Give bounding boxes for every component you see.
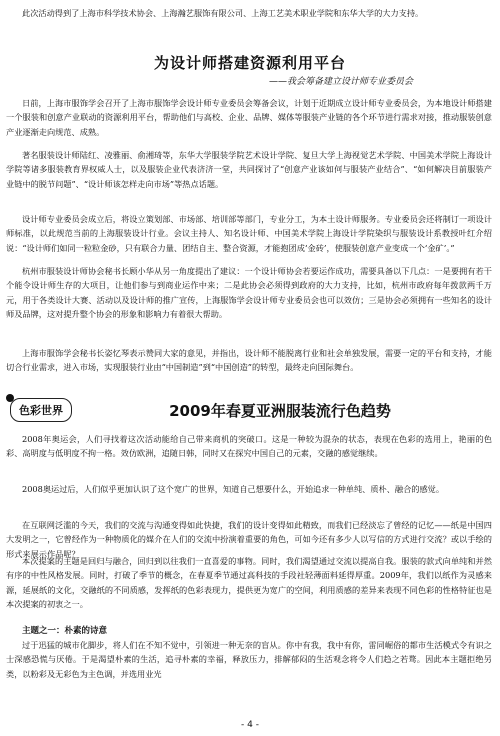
article-paragraph: 设计师专业委员会成立后，将设立策划部、市场部、培训部等部门，专业分工，为本土设计师服务。专业委员会还将制订一项设计师标准，以此规范当前的上海服装设计行业。会议主持人、知名设计师、中国美术学院上海设计学院染织与服装设计系教授叶红介绍说：“设计师们如同一粒粒金砂，只有联合力量、团结自主、整合资源，才能抱团成‘金砖’，使服装创意产业变成一个‘金矿’。”	[6, 214, 492, 253]
trend-paragraph: 本次提案的主题是回归与融合，回归到以往我们一直喜爱的事物。同时，我们渴望通过交流以提高自我。服装的款式向单纯和并然有序的中性风格发展。同时，打破了季节的概念，在春夏季节通过高科技的手段社轻薄面料延得厚重。2009年，我们以纸作为灵感来源，延展纸的文化，交融纸的不同质感，发挥纸的色彩表现力，提供更为宽广的空间，利用质感的差异来表现不同色彩的性格特征也是本次提案的初衷之一。	[6, 556, 492, 609]
article-paragraph: 上海市服饰学会秘书长姿忆琴表示赞同大家的意见，并指出，设计师不能脱离行业和社会单独发展，需要一定的平台和支持，才能切合行业需求，进入市场，实现服装行业由“中国制造”到“中国创造”的转型，最终走向国际舞台。	[6, 348, 492, 373]
trend-paragraph: 在互联网泛滥的今天，我们的交流与沟通变得如此快捷，我们的设计变得如此精致，而我们已经淡忘了曾经的记忆——纸是中国四大发明之一，它曾经作为一种物质化的媒介在人们的交流中扮演着重要的角色，可如今还有多少人以写信的方式进行交流？或以手绘的形式来展示作品呢？	[6, 520, 492, 559]
article-paragraph: 日前，上海市服饰学会召开了上海市服饰学会设计师专业委员会筹备会议，计划于近期成立设计师专业委员会，为本地设计师搭建一个服装和创意产业联动的资源利用平台，帮助他们与高校、企业、品牌、媒体等服装产业链的各个环节进行需求对接，推动服装创意产业逐渐走向规范、成熟。	[6, 98, 492, 137]
intro-paragraph: 此次活动得到了上海市科学技术协会、上海瀚艺服饰有限公司、上海工艺美术职业学院和东华大学的大力支持。	[22, 8, 424, 18]
trend-paragraph: 2008年奥运会，人们寻找着这次活动能给自己带来商机的突破口。这是一种较为混杂的状态，表现在色彩的选用上，艳丽的色彩、高明度与低明度不拘一格。效仿欧洲，追随日韩，同时又在探究中国自己的元素，交融的感觉继续。	[6, 434, 492, 459]
page-number: - 4 -	[241, 720, 259, 730]
article-subtitle: ——我会筹备建立设计师专业委员会	[268, 77, 413, 87]
trend-paragraph: 2008奥运过后，人们似乎更加认识了这个宽广的世界，知道自己想要什么，开始追求一种单纯、质朴、融合的感觉。	[22, 484, 445, 494]
section-badge: 色彩世界	[10, 398, 72, 422]
article-title: 为设计师搭建资源利用平台	[153, 54, 346, 72]
theme-paragraph: 过于迅猛的城市化脚步，将人们在不知不觉中，引领进一种无奈的盲从。你中有我，我中有你，雷同崛俗的都市生活模式令有识之士深感恐慌与厌倦。于是渴望朴素的生活，追寻朴素的幸福，释放压力，排解郁闷的生活观念将令人们趋之若骛。因此本主题拒绝另类，以粉彩及无彩色为主色调，并选用业光	[6, 640, 492, 679]
article-paragraph: 著名服装设计师陆红、凌雅丽、俞湘琦等，东华大学服装学院艺术设计学院、复旦大学上海视觉艺术学院、中国美术学院上海设计学院等诸多服装教育界权威人士，以及服装企业代表济济一堂，共同探讨了“创意产业该如何与服装产业结合”、“如何解决目前服装产业链中的脱节问题”、“设计师该怎样走向市场”等热点话题。	[6, 150, 492, 189]
article-paragraph: 杭州市服装设计师协会秘书长顾小华从另一角度提出了建议：一个设计师协会若要运作成功，需要具备以下几点：一是要拥有若干个能令设计师生存的大项目，让他们参与到商业运作中来；二是此协会必须得到政府的大力支持，比如，杭州市政府每年拨款两千万元，用于各类设计大赛、活动以及设计师的推广宣传，上海服饰学会设计师专业委员会也可以效仿；三是协会必须拥有一些知名的设计师及品牌，这对提升整个协会的形象和影响力有着很大帮助。	[6, 266, 492, 319]
theme-subheading: 主题之一：朴素的诗意	[22, 626, 108, 636]
trend-article-title: 2009年春夏亚洲服装流行色趋势	[169, 402, 391, 420]
